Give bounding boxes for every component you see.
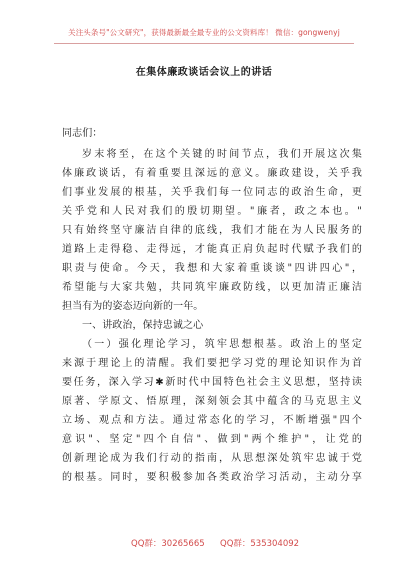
paragraph-line: 的根基。同时，要积极参加各类政治学习活动，主动分享 [62, 472, 362, 483]
paragraph-line: 创新理论成为我们行动的指南，从思想深处筑牢忠诚于党 [62, 453, 362, 464]
paragraph-line: 体廉政谈话，有着重要且深远的意义。廉政建设，关乎我 [62, 168, 362, 179]
header-divider [54, 43, 354, 44]
paragraph-line: 关乎党和人民对我们的殷切期望。"廉者，政之本也。" [62, 206, 362, 217]
paragraph-line: 担当有为的姿态迈向新的一年。 [62, 301, 204, 312]
document-title: 在集体廉政谈话会议上的讲话 [135, 67, 273, 78]
section-heading: 一、讲政治，保持忠诚之心 [82, 320, 204, 331]
footer-qq-group-1: QQ群：30265665 [131, 539, 205, 549]
document-body [62, 124, 362, 487]
salutation: 同志们： [62, 128, 103, 139]
paragraph-line: 原著、学原文、悟原理，深刻领会其中蕴含的马克思主义 [62, 396, 362, 407]
paragraph-line: 立场、观点和方法。通过常态化的学习，不断增强"四个 [62, 415, 362, 426]
paragraph-line: 要任务，深入学习✱新时代中国特色社会主义思想，坚持读 [62, 377, 362, 388]
footer-qq-group-2: QQ群：535304092 [220, 539, 300, 549]
paragraph-line: 岁末将至，在这个关键的时间节点，我们开展这次集 [82, 149, 362, 160]
paragraph-line: 只有始终坚守廉洁自律的底线，我们才能在为人民服务的 [62, 225, 362, 236]
paragraph-line: 职责与使命。今天，我想和大家着重谈谈"四讲四心"， [62, 263, 362, 274]
paragraph-line: （一）强化理论学习，筑牢思想根基。政治上的坚定 [82, 339, 362, 350]
paragraph-line: 们事业发展的根基，关乎我们每一位同志的政治生命，更 [62, 187, 362, 198]
paragraph-line: 道路上走得稳、走得远，才能真正肩负起时代赋予我们的 [62, 244, 362, 255]
paragraph-line: 意识"、坚定"四个自信"、做到"两个维护"，让党的 [62, 434, 362, 445]
paragraph-line: 希望能与大家共勉，共同筑牢廉政防线，以更加清正廉洁 [62, 282, 362, 293]
paragraph-line: 来源于理论上的清醒。我们要把学习党的理论知识作为首 [62, 358, 362, 369]
header-banner: 关注头条号"公文研究"，获得最新最全最专业的公文资料库！ 微信：gongwenyj [68, 28, 340, 37]
